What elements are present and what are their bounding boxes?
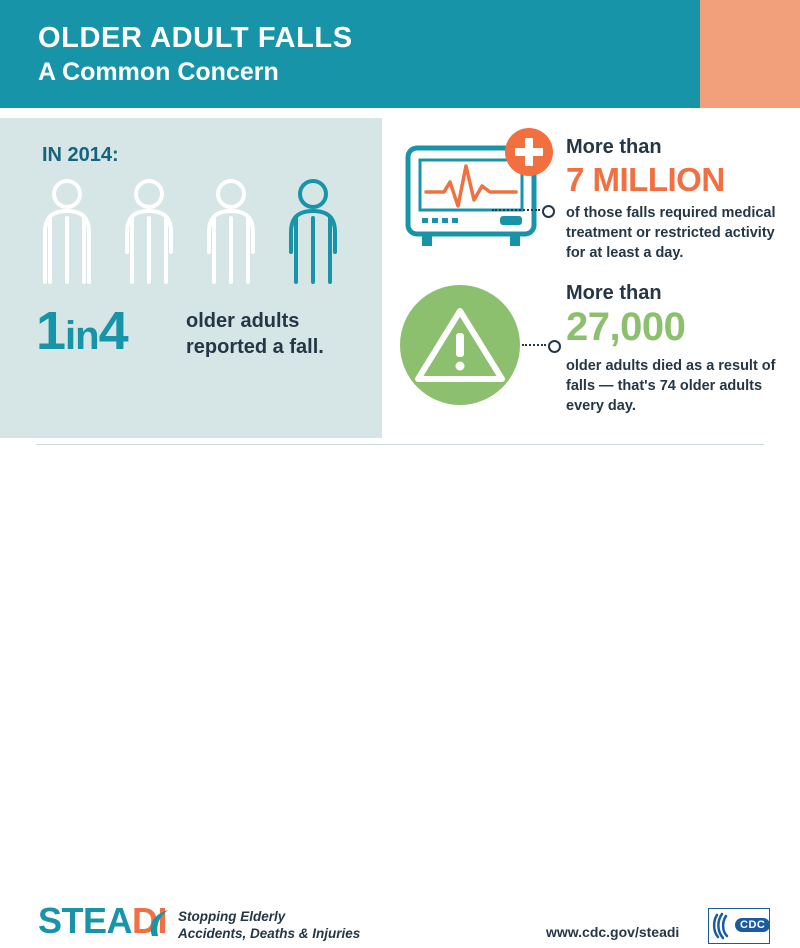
steadi-tagline-line2: Accidents, Deaths & Injuries: [178, 926, 361, 941]
left-caption: older adults reported a fall.: [186, 310, 324, 358]
person-icon: [118, 178, 180, 286]
stat-1-body: of those falls required medical treatment or restricted activity for at least a day.: [566, 205, 776, 261]
stat-block-1: [566, 136, 792, 263]
steadi-tagline-line1: Stopping Elderly: [178, 909, 286, 924]
stat-in-word: in: [65, 314, 99, 358]
page-title: OLDER ADULT FALLS: [38, 22, 353, 54]
left-stat-panel: [0, 118, 382, 438]
header-banner: [0, 0, 800, 108]
steadi-logo-accent: DI: [132, 900, 168, 941]
stat-1-value: 7 MILLION: [566, 161, 725, 198]
one-in-four-stat: [36, 300, 128, 362]
steadi-logo-main: STEA: [38, 900, 133, 941]
person-icon-highlighted: [282, 178, 344, 286]
cdc-logo: [708, 908, 770, 944]
connector-dots-1: [492, 205, 554, 217]
medical-cross-icon: [505, 128, 553, 176]
footer-divider: [36, 444, 764, 445]
cdc-url[interactable]: www.cdc.gov/steadi: [546, 924, 680, 940]
connector-dots-2: [522, 340, 560, 352]
year-label: IN 2014:: [42, 144, 119, 166]
footer: [0, 446, 800, 941]
person-icon: [200, 178, 262, 286]
stat-2-body: older adults died as a result of falls — that's 74 older adults every day.: [566, 358, 776, 414]
header-accent-block: [700, 0, 800, 108]
people-icon-group: [36, 178, 356, 288]
warning-triangle-icon: [400, 285, 520, 405]
stat-block-2: [566, 282, 794, 416]
stat-numerator: 1: [36, 301, 66, 361]
person-icon: [36, 178, 98, 286]
page-subtitle: A Common Concern: [38, 58, 279, 86]
cdc-logo-text: CDC: [735, 918, 770, 932]
steadi-tagline: [178, 908, 388, 942]
stat-2-lead: More than: [566, 282, 662, 304]
stat-1-lead: More than: [566, 136, 662, 158]
stat-denominator: 4: [98, 301, 128, 361]
stat-2-value: 27,000: [566, 305, 686, 349]
steadi-swoosh-icon: [148, 908, 170, 938]
